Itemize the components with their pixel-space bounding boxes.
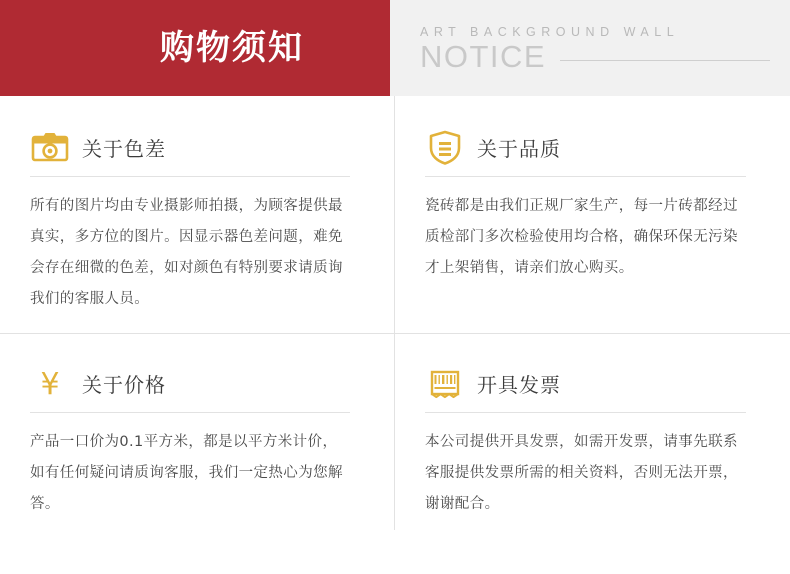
notice-card-body (425, 191, 746, 284)
camera-icon (30, 127, 70, 167)
bottom-spacer (0, 530, 790, 574)
invoice-icon (425, 363, 465, 403)
notice-card-quality (395, 96, 790, 333)
card-divider (425, 412, 746, 413)
header-notice-english: NOTICE (420, 38, 547, 74)
notice-card-title: 关于品质 (477, 136, 561, 161)
svg-text:¥: ¥ (40, 367, 60, 402)
header-title-block (0, 0, 390, 96)
card-divider (30, 412, 350, 413)
card-divider (425, 176, 746, 177)
notice-card-header (425, 360, 746, 406)
card-divider (30, 176, 350, 177)
notice-card-title: 开具发票 (477, 372, 561, 397)
notice-card-header (425, 124, 746, 170)
notice-card-color (0, 96, 395, 333)
notice-row-2 (0, 334, 790, 530)
notice-card-header (30, 124, 350, 170)
page-header (0, 0, 790, 96)
notice-card-invoice (395, 334, 790, 530)
notice-grid (0, 96, 790, 574)
notice-card-text: 瓷砖都是由我们正规厂家生产，每一片砖都经过质检部门多次检验使用均合格，确保环保无污染才上架销售，请亲们放心购买。 (425, 198, 738, 276)
notice-row-1 (0, 96, 790, 334)
notice-row (420, 38, 790, 74)
header-divider-line (560, 60, 770, 61)
notice-card-price (0, 334, 395, 530)
notice-card-body (425, 427, 746, 520)
notice-card-text: 所有的图片均由专业摄影师拍摄，为顾客提供最真实，多方位的图片。因显示器色差问题，难免会存在细微的色差，如对颜色有特别要求请质询我们的客服人员。 (30, 198, 343, 307)
notice-card-body (30, 191, 350, 315)
header-subtitle-block (390, 0, 790, 96)
yen-price-icon (30, 363, 70, 403)
notice-card-title: 关于价格 (82, 372, 166, 397)
shield-quality-icon (425, 127, 465, 167)
notice-card-header (30, 360, 350, 406)
notice-card-text: 产品一口价为0.1平方米，都是以平方米计价，如有任何疑问请质询客服，我们一定热心为您解答。 (30, 434, 343, 512)
header-sub-english: ART BACKGROUND WALL (420, 24, 680, 39)
notice-card-text: 本公司提供开具发票，如需开发票，请事先联系客服提供发票所需的相关资料，否则无法开票，谢谢配合。 (425, 434, 738, 512)
page-title: 购物须知 (160, 28, 304, 68)
notice-card-title: 关于色差 (82, 136, 166, 161)
notice-card-body (30, 427, 350, 520)
